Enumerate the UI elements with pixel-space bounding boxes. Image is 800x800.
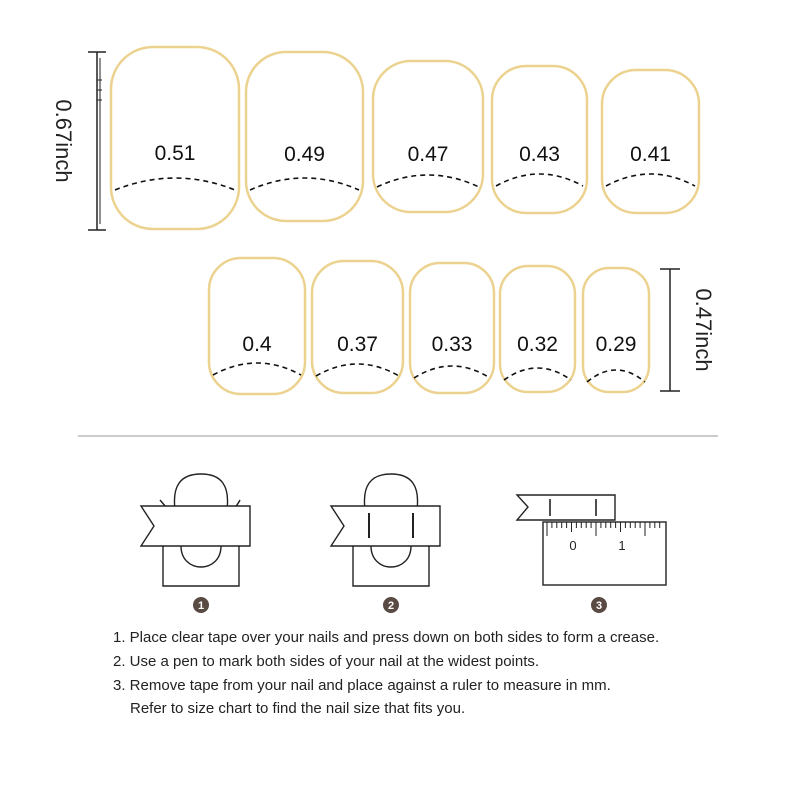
bottom-nail-2 xyxy=(312,261,403,393)
bottom-nail-size-label-3: 0.33 xyxy=(431,333,473,356)
step-2-illustration xyxy=(331,474,440,586)
bottom-nail-crease-2 xyxy=(316,364,399,376)
top-nail-crease-5 xyxy=(606,174,695,186)
top-nail-1 xyxy=(111,47,239,229)
top-nail-outline-2 xyxy=(246,52,363,221)
top-nail-size-label-3: 0.47 xyxy=(407,143,449,166)
bottom-nail-crease-1 xyxy=(213,363,301,375)
top-nail-size-label-2: 0.49 xyxy=(284,143,325,166)
top-nail-2 xyxy=(246,52,363,221)
top-height-ruler xyxy=(88,52,106,230)
top-row-nails xyxy=(111,47,699,229)
ruler-tick-label-1: 1 xyxy=(618,538,626,553)
svg-text:2: 2 xyxy=(387,600,395,612)
top-nail-4 xyxy=(492,66,587,213)
bottom-nail-4 xyxy=(500,266,575,392)
instruction-2: 2. Use a pen to mark both sides of your nail at the widest points. xyxy=(113,653,540,670)
top-nail-size-label-1: 0.51 xyxy=(154,142,196,165)
top-height-label: 0.67inch xyxy=(51,99,77,183)
bottom-nail-outline-5 xyxy=(583,268,649,392)
bottom-nail-outline-2 xyxy=(312,261,403,393)
bottom-nail-size-label-1: 0.4 xyxy=(242,333,272,356)
top-nail-5 xyxy=(602,70,699,213)
step-badge-3 xyxy=(591,597,607,613)
bottom-nail-crease-4 xyxy=(504,368,571,380)
top-nail-crease-4 xyxy=(496,174,583,186)
instruction-3: 3. Remove tape from your nail and place against a ruler to measure in mm. xyxy=(113,677,611,694)
top-nail-outline-5 xyxy=(602,70,699,213)
top-nail-outline-3 xyxy=(373,61,483,212)
top-nail-3 xyxy=(373,61,483,212)
bottom-nail-outline-4 xyxy=(500,266,575,392)
step-3-ruler-illustration xyxy=(517,495,666,585)
ruler-tick-label-0: 0 xyxy=(569,538,577,553)
bottom-nail-crease-3 xyxy=(414,366,490,378)
bottom-nail-3 xyxy=(410,263,494,393)
bottom-height-label: 0.47inch xyxy=(691,288,717,372)
top-nail-outline-1 xyxy=(111,47,239,229)
bottom-nail-outline-1 xyxy=(209,258,305,394)
top-nail-crease-1 xyxy=(115,178,235,190)
svg-text:1: 1 xyxy=(197,600,205,612)
bottom-nail-size-label-5: 0.29 xyxy=(595,333,637,356)
top-nail-crease-3 xyxy=(377,175,479,187)
bottom-nail-1 xyxy=(209,258,305,394)
top-nail-size-label-4: 0.43 xyxy=(519,143,560,166)
instruction-4: Refer to size chart to find the nail size that fits you. xyxy=(130,700,466,717)
step-1-illustration xyxy=(141,474,250,586)
top-nail-size-label-5: 0.41 xyxy=(630,143,671,166)
bottom-nail-size-label-2: 0.37 xyxy=(337,333,378,356)
bottom-nail-crease-5 xyxy=(587,370,645,382)
bottom-height-ruler xyxy=(660,269,680,391)
step-badge-2 xyxy=(383,597,399,613)
bottom-row-nails xyxy=(209,258,649,394)
bottom-nail-size-label-4: 0.32 xyxy=(517,333,558,356)
svg-text:3: 3 xyxy=(595,600,603,612)
top-nail-outline-4 xyxy=(492,66,587,213)
bottom-nail-5 xyxy=(583,268,649,392)
instruction-1: 1. Place clear tape over your nails and press down on both sides to form a crease. xyxy=(113,629,660,646)
step-badge-1 xyxy=(193,597,209,613)
top-nail-crease-2 xyxy=(250,178,359,190)
